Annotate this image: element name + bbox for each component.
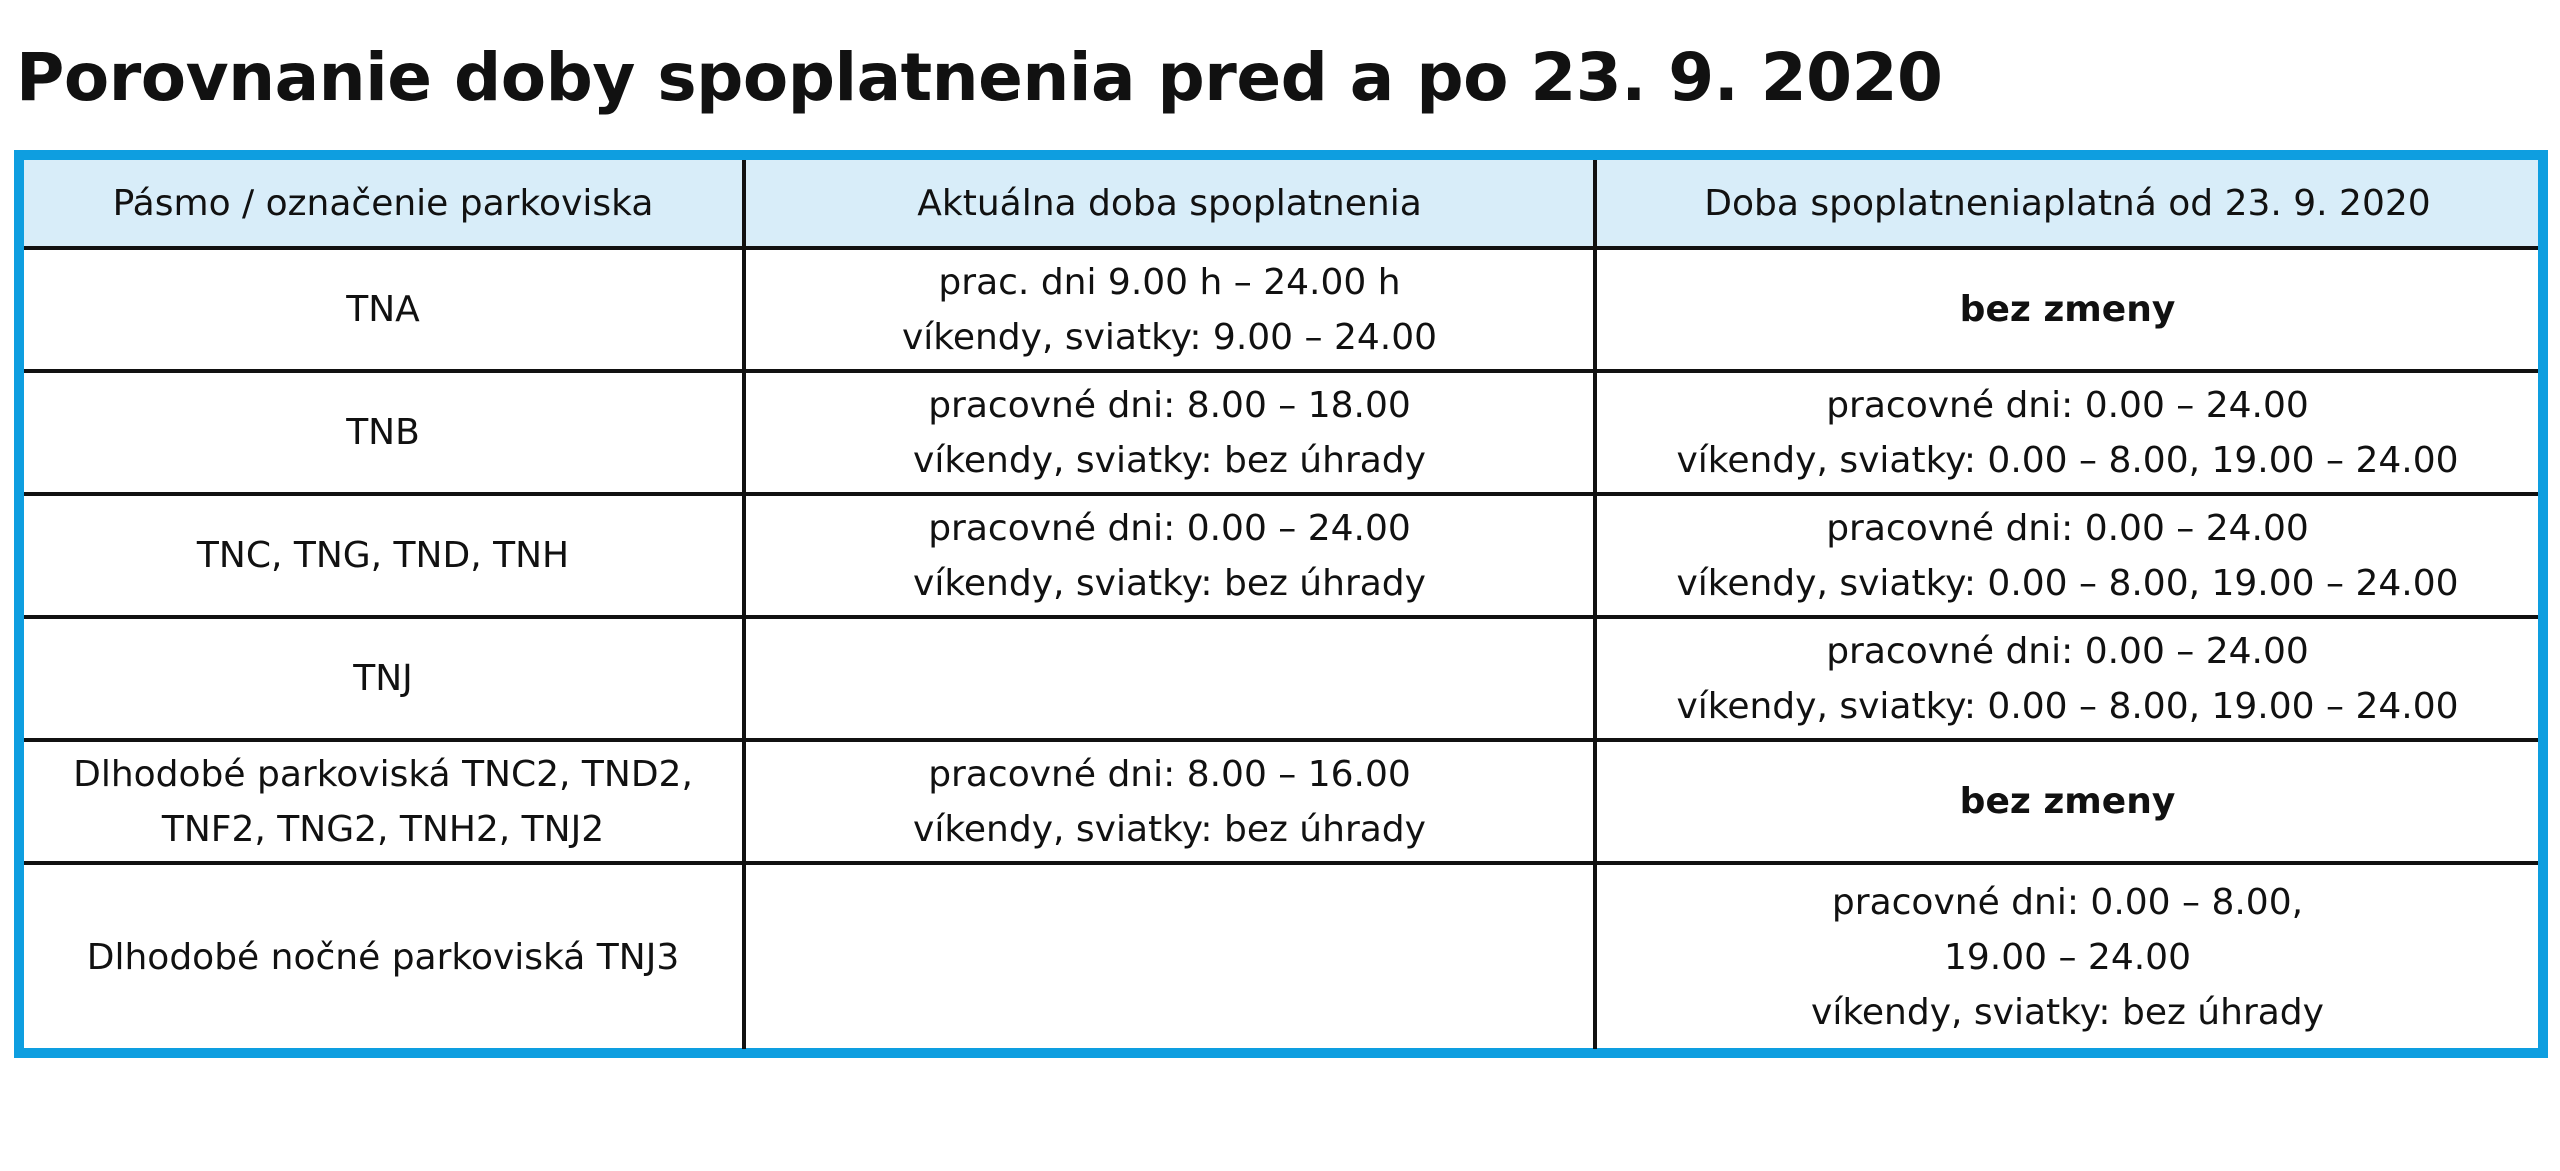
zone-text: Dlhodobé parkoviská TNC2, TND2, bbox=[73, 753, 693, 795]
zone-cell bbox=[24, 494, 744, 617]
table-row bbox=[24, 617, 2538, 740]
current-period-cell-empty bbox=[744, 863, 1595, 1049]
current-period-line: pracovné dni: 8.00 – 16.00 bbox=[928, 753, 1411, 795]
header-new-fee-period: Doba spoplatneniaplatná od 23. 9. 2020 bbox=[1595, 160, 2538, 248]
current-period-cell bbox=[744, 248, 1595, 371]
new-period-cell bbox=[1595, 740, 2538, 863]
current-period-line: víkendy, sviatky: bez úhrady bbox=[913, 439, 1426, 481]
zone-cell bbox=[24, 617, 744, 740]
zone-text: Dlhodobé nočné parkoviská TNJ3 bbox=[86, 936, 680, 978]
zone-text: TNC, TNG, TND, TNH bbox=[196, 535, 570, 576]
new-period-line: pracovné dni: 0.00 – 24.00 bbox=[1826, 507, 2309, 549]
new-period-line: víkendy, sviatky: 0.00 – 8.00, 19.00 – 24.00 bbox=[1676, 685, 2459, 727]
current-period-line: víkendy, sviatky: bez úhrady bbox=[913, 808, 1426, 850]
current-period-line: víkendy, sviatky: bez úhrady bbox=[913, 562, 1426, 604]
zone-text: TNA bbox=[346, 289, 420, 330]
new-period-line: bez zmeny bbox=[1959, 289, 2176, 330]
new-period-cell bbox=[1595, 863, 2538, 1049]
zone-cell bbox=[24, 740, 744, 863]
zone-text: TNJ bbox=[353, 658, 413, 699]
new-period-line: pracovné dni: 0.00 – 8.00, bbox=[1831, 881, 2304, 923]
zone-text: TNF2, TNG2, TNH2, TNJ2 bbox=[161, 808, 605, 850]
zone-cell bbox=[24, 371, 744, 494]
new-period-cell bbox=[1595, 371, 2538, 494]
table-header-row bbox=[24, 160, 2538, 248]
current-period-line: pracovné dni: 8.00 – 18.00 bbox=[928, 384, 1411, 426]
table-row bbox=[24, 740, 2538, 863]
new-period-cell bbox=[1595, 494, 2538, 617]
current-period-cell bbox=[744, 740, 1595, 863]
zone-cell bbox=[24, 863, 744, 1049]
current-period-line: prac. dni 9.00 h – 24.00 h bbox=[938, 261, 1401, 303]
parking-fee-comparison-table bbox=[24, 160, 2538, 1049]
zone-text: TNB bbox=[346, 412, 420, 453]
new-period-line: víkendy, sviatky: bez úhrady bbox=[1811, 991, 2324, 1033]
table-frame bbox=[14, 150, 2548, 1058]
new-period-cell bbox=[1595, 248, 2538, 371]
current-period-cell bbox=[744, 371, 1595, 494]
current-period-line: víkendy, sviatky: 9.00 – 24.00 bbox=[901, 316, 1438, 358]
new-period-line: bez zmeny bbox=[1959, 781, 2176, 822]
new-period-line: pracovné dni: 0.00 – 24.00 bbox=[1826, 384, 2309, 426]
table-row bbox=[24, 494, 2538, 617]
table-row bbox=[24, 863, 2538, 1049]
header-zone: Pásmo / označenie parkoviska bbox=[24, 160, 744, 248]
page-title: Porovnanie doby spoplatnenia pred a po 23. 9. 2020 bbox=[16, 39, 1943, 116]
table-row bbox=[24, 248, 2538, 371]
new-period-line: víkendy, sviatky: 0.00 – 8.00, 19.00 – 24.00 bbox=[1676, 562, 2459, 604]
zone-cell bbox=[24, 248, 744, 371]
table-row bbox=[24, 371, 2538, 494]
header-current-fee-period: Aktuálna doba spoplatnenia bbox=[744, 160, 1595, 248]
new-period-line: 19.00 – 24.00 bbox=[1943, 936, 2191, 978]
new-period-line: pracovné dni: 0.00 – 24.00 bbox=[1826, 630, 2309, 672]
new-period-cell bbox=[1595, 617, 2538, 740]
current-period-cell bbox=[744, 494, 1595, 617]
new-period-line: víkendy, sviatky: 0.00 – 8.00, 19.00 – 24.00 bbox=[1676, 439, 2459, 481]
current-period-cell-empty bbox=[744, 617, 1595, 740]
current-period-line: pracovné dni: 0.00 – 24.00 bbox=[928, 507, 1411, 549]
